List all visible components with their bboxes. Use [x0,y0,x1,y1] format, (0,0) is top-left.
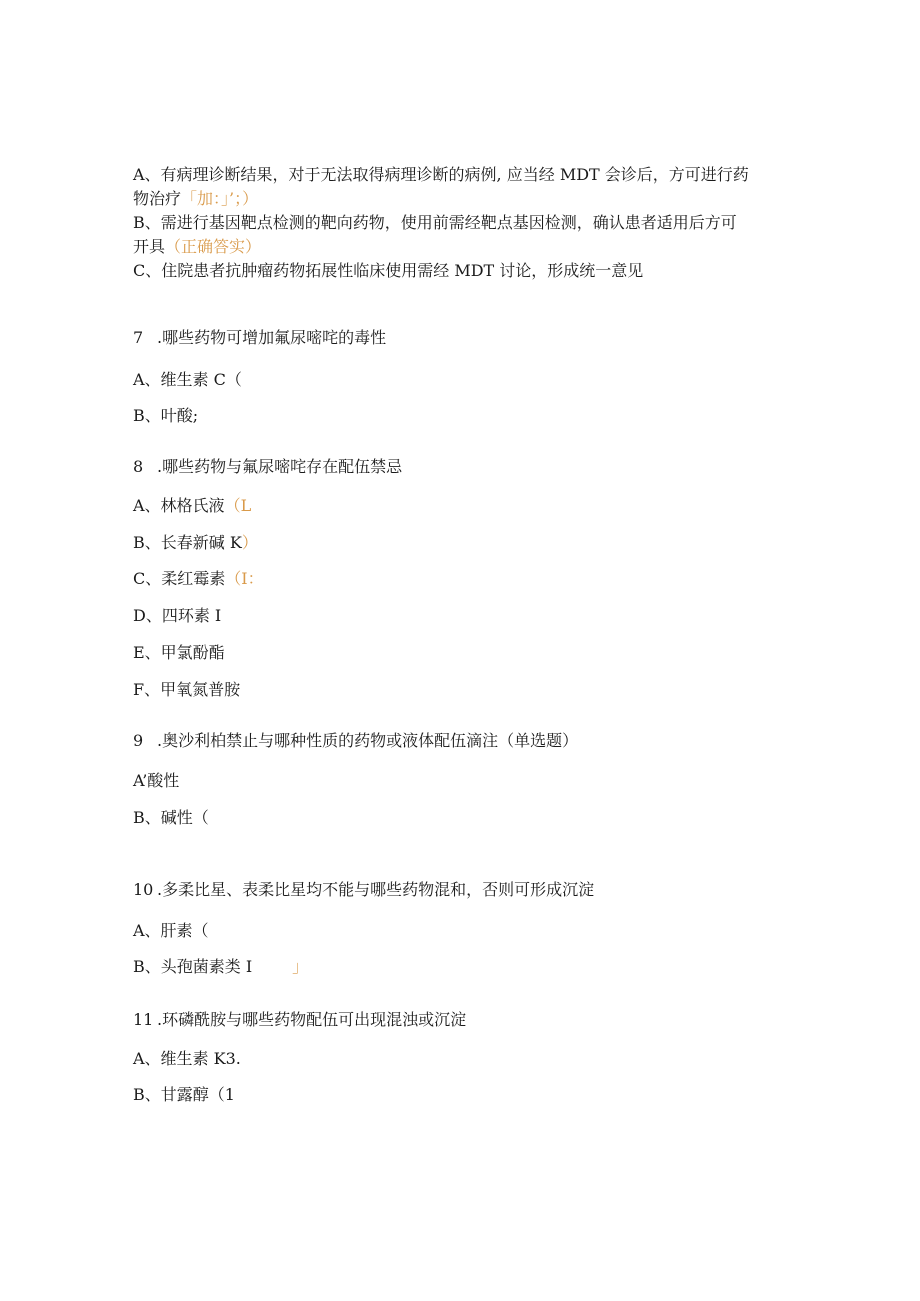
option-text: B、长春新碱 K [133,533,242,552]
q7-option-b [133,404,198,428]
q9-option-a [133,769,179,793]
q6-option-b-line2 [133,235,261,259]
option-text: B、叶酸; [133,406,199,425]
question-text: .奥沙利柏禁止与哪种性质的药物或液体配伍滴注（单选题） [157,731,579,750]
question-9 [133,729,578,753]
q6-option-b-text: B、需进行基因靶点检测的靶向药物，使用前需经靶点基因检测，确认患者适用后方可 [133,213,737,232]
q6-option-b-line1 [133,211,737,235]
option-text: E、甲氯酚酯 [133,643,225,662]
q8-option-d [133,604,221,628]
question-number: 8 [133,457,144,476]
answer-mark: 」 [292,957,309,976]
option-text: F、甲氧氮普胺 [133,680,241,699]
question-number: 9 [133,731,144,750]
question-number: 7 [133,328,144,347]
q6-option-a-mark: 「加：」’；） [181,189,259,208]
q6-option-b-mark: （正确答实） [165,237,262,256]
q8-option-e [133,641,225,665]
q10-option-b [133,955,308,979]
question-number: 11 [133,1010,154,1029]
question-7 [133,326,386,350]
q11-option-a [133,1047,241,1071]
q6-option-b-text-cont: 开具 [133,237,166,256]
question-text: .哪些药物可增加氟尿嘧咤的毒性 [157,328,387,347]
question-11 [133,1008,466,1032]
q6-option-a-text: A、有病理诊断结果，对于无法取得病理诊断的病例, 应当经 MDT 会诊后，方可进行药 [133,165,749,184]
option-text: A、肝素（ [133,921,209,940]
q6-option-a-line2 [133,187,258,211]
option-text: A、林格氏液 [133,496,225,515]
q6-option-c [133,259,643,283]
q8-option-c [133,567,264,591]
answer-mark: （I： [225,569,264,588]
option-text: A、维生素 K3. [133,1049,241,1068]
question-8 [133,455,402,479]
question-text: .多柔比星、表柔比星均不能与哪些药物混和，否则可形成沉淀 [157,880,595,899]
q9-option-b [133,806,209,830]
question-number: 10 [133,880,154,899]
option-text: C、柔红霉素 [133,569,226,588]
option-text: B、头孢菌素类 I [133,957,253,976]
option-text: A’酸性 [133,771,180,790]
question-10 [133,878,594,902]
option-text: B、甘露醇（1 [133,1085,235,1104]
q8-option-b [133,531,258,555]
q6-option-c-text: C、住院患者抗肿瘤药物拓展性临床使用需经 MDT 讨论，形成统一意见 [133,261,644,280]
q6-option-a-text-cont: 物治疗 [133,189,182,208]
q10-option-a [133,919,209,943]
question-text: .哪些药物与氟尿嘧咤存在配伍禁忌 [157,457,403,476]
option-text: B、碱性（ [133,808,209,827]
option-text: D、四环素 I [133,606,222,625]
q8-option-a [133,494,251,518]
answer-mark: ） [241,533,258,552]
q6-option-a-line1 [133,163,749,187]
q8-option-f [133,678,240,702]
answer-mark: （L [224,496,252,515]
question-text: .环磷酰胺与哪些药物配伍可出现混浊或沉淀 [157,1010,467,1029]
option-text: A、维生素 C（ [133,370,242,389]
q7-option-a [133,368,242,392]
q11-option-b [133,1083,235,1107]
